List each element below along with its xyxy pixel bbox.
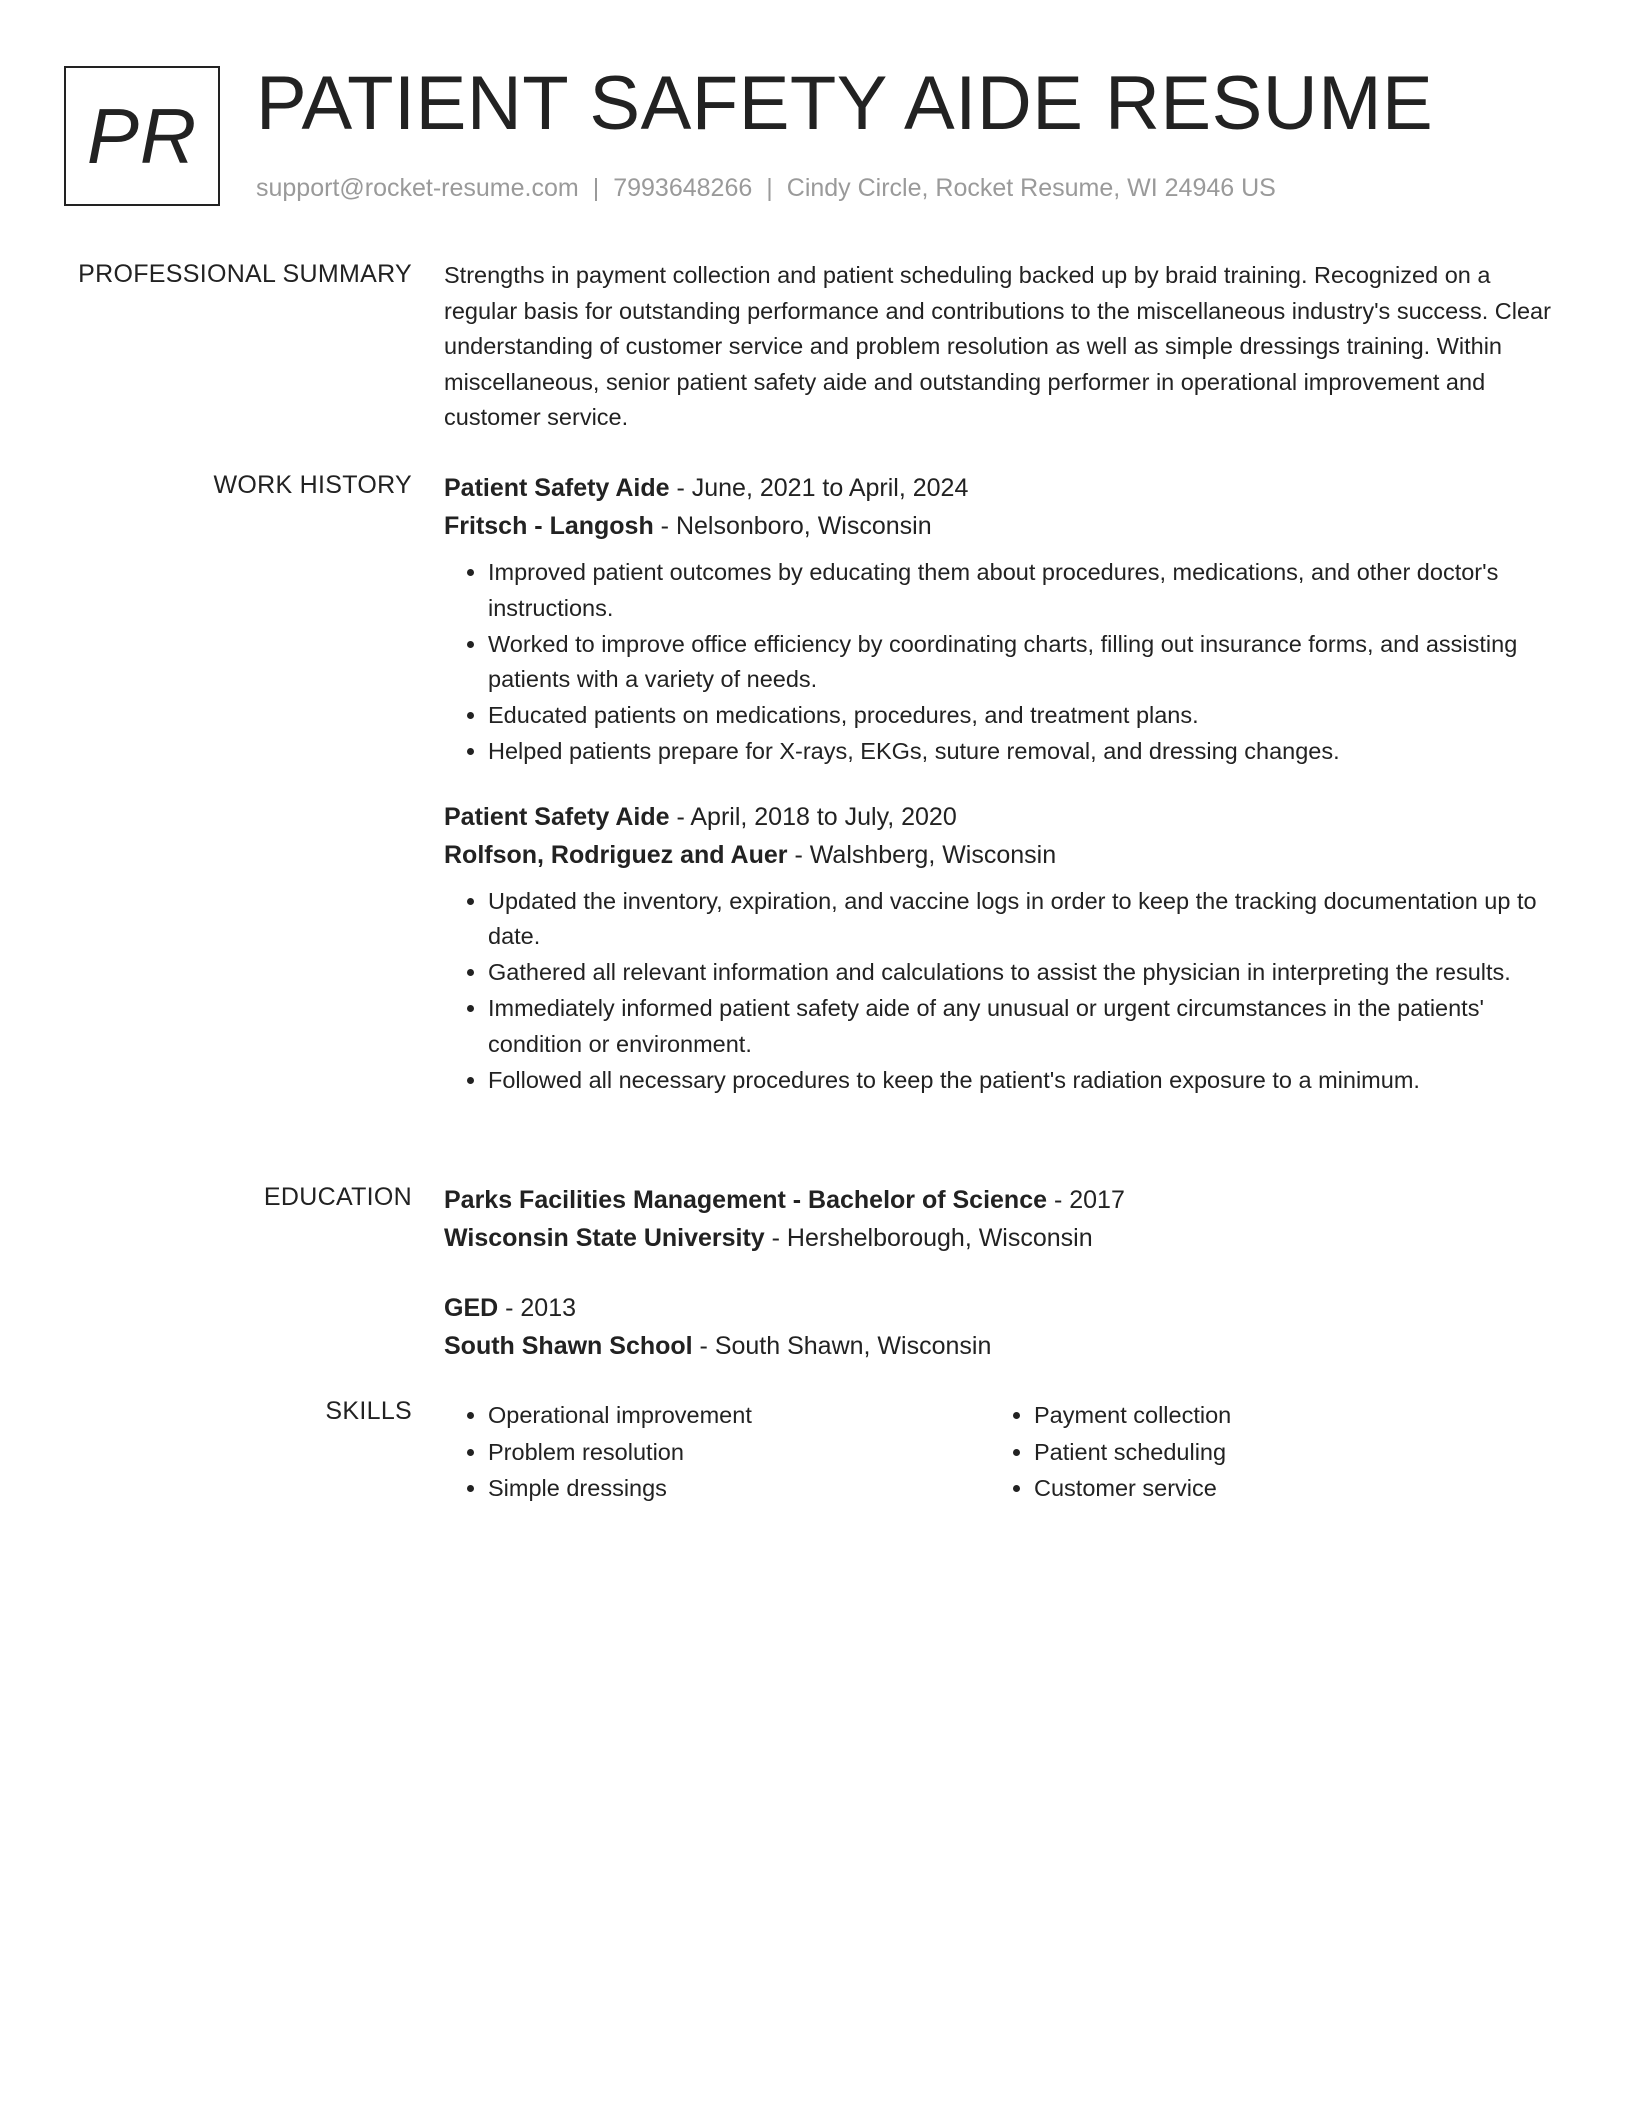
resume-header [64, 61, 1584, 211]
job-company-line [444, 507, 1564, 545]
education-heading: EDUCATION [263, 1183, 412, 1211]
job-bullet: • Gathered all relevant information and calculations to assist the physician in interpreting the results. [488, 955, 1564, 991]
contact-line [256, 174, 1276, 203]
job-location: - Nelsonboro, Wisconsin [653, 512, 932, 540]
skills-list-right [990, 1397, 1536, 1507]
education-school: South Shawn School [444, 1332, 693, 1360]
education-degree: Parks Facilities Management - Bachelor of Science [444, 1186, 1048, 1214]
job-entry [444, 469, 1564, 770]
summary-heading: PROFESSIONAL SUMMARY [78, 260, 412, 288]
job-bullet: • Worked to improve office efficiency by coordinating charts, filling out insurance forms, and assisting patients with a variety of needs. [488, 627, 1564, 698]
contact-separator: | [592, 174, 600, 202]
job-bullet: • Educated patients on medications, procedures, and treatment plans. [488, 698, 1564, 734]
work-history-body [444, 469, 1564, 1099]
skills-heading: SKILLS [325, 1397, 412, 1425]
education-body [444, 1181, 1564, 1365]
contact-email: support@rocket-resume.com [256, 174, 579, 202]
education-degree: GED [444, 1294, 499, 1322]
job-location: - Walshberg, Wisconsin [787, 840, 1057, 869]
job-bullet-list [444, 884, 1564, 1099]
contact-phone: 7993648266 [613, 174, 753, 202]
work-history-heading: WORK HISTORY [213, 471, 412, 499]
job-bullet: • Followed all necessary procedures to keep the patient's radiation exposure to a minimum. [488, 1063, 1564, 1099]
job-bullet: • Updated the inventory, expiration, and vaccine logs in order to keep the tracking documentation up to date. [488, 884, 1564, 955]
skills-body [444, 1397, 1564, 1507]
skill-item: • Payment collection [1034, 1397, 1536, 1434]
education-entry [444, 1181, 1564, 1257]
job-title-line [444, 469, 1564, 507]
skill-item: • Simple dressings [488, 1470, 990, 1507]
skill-item: • Problem resolution [488, 1434, 990, 1471]
job-title-line [444, 798, 1564, 836]
job-entry [444, 798, 1564, 1099]
job-title: Patient Safety Aide [444, 802, 670, 831]
skill-item: • Patient scheduling [1034, 1434, 1536, 1471]
summary-body [444, 258, 1564, 436]
job-dates: - April, 2018 to July, 2020 [669, 802, 957, 831]
contact-separator: | [766, 174, 773, 202]
education-location: - Hershelborough, Wisconsin [764, 1224, 1093, 1252]
education-degree-line [444, 1181, 1564, 1219]
job-company-line [444, 836, 1564, 874]
resume-title: PATIENT SAFETY AIDE RESUME [256, 61, 1434, 146]
summary-text: Strengths in payment collection and patient scheduling backed up by braid training. Recognized on a regular basis for outstanding performance and contributions to the miscellaneous industry's success. Clear understanding of customer service and problem resolution as well as simple dressings training. Within miscellaneous, senior patient safety aide and outstanding performer in operational improvement and customer service. [444, 262, 1551, 430]
education-year: - 2013 [498, 1294, 577, 1322]
skills-list-left [444, 1397, 990, 1507]
education-entry [444, 1289, 1564, 1365]
education-school-line [444, 1327, 1564, 1365]
education-degree-line [444, 1289, 1564, 1327]
education-location: - South Shawn, Wisconsin [692, 1332, 992, 1360]
skill-item: • Operational improvement [488, 1397, 990, 1434]
job-dates: - June, 2021 to April, 2024 [669, 474, 969, 502]
monogram-logo: PR [64, 66, 220, 206]
job-bullet-list [444, 555, 1564, 770]
job-bullet: • Improved patient outcomes by educating them about procedures, medications, and other doctor's instructions. [488, 555, 1564, 626]
job-company: Fritsch - Langosh [444, 512, 654, 540]
skills-columns [444, 1397, 1564, 1507]
job-title: Patient Safety Aide [444, 474, 670, 502]
job-company: Rolfson, Rodriguez and Auer [444, 840, 788, 869]
contact-address: Cindy Circle, Rocket Resume, WI 24946 US [786, 174, 1276, 202]
skill-item: • Customer service [1034, 1470, 1536, 1507]
job-bullet: • Helped patients prepare for X-rays, EKGs, suture removal, and dressing changes. [488, 734, 1564, 770]
education-year: - 2017 [1047, 1186, 1125, 1214]
education-school-line [444, 1219, 1564, 1257]
education-school: Wisconsin State University [444, 1224, 765, 1252]
job-bullet: • Immediately informed patient safety aide of any unusual or urgent circumstances in the patients' condition or environment. [488, 991, 1564, 1062]
